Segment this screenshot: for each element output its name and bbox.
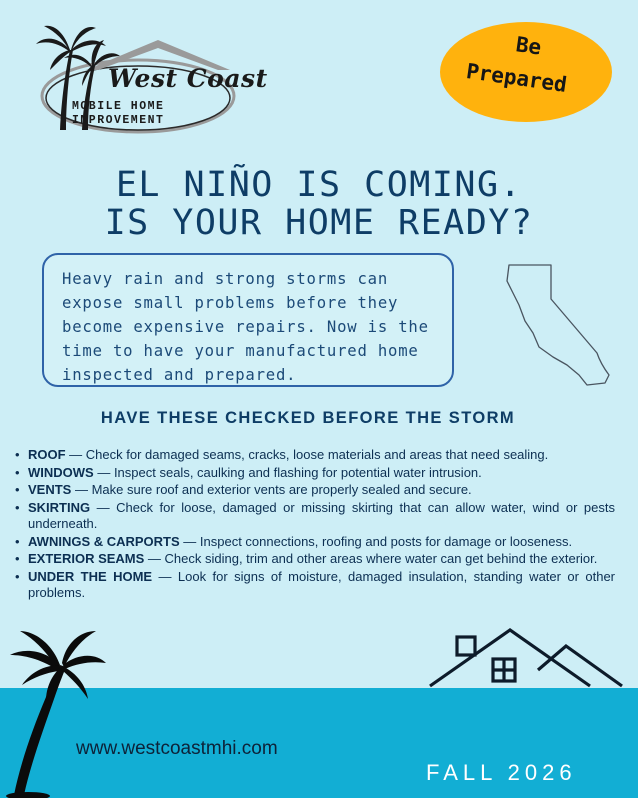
bullet: • [15, 447, 20, 462]
house-icon [428, 628, 624, 690]
bullet: • [15, 533, 20, 549]
checklist-item-text: — Inspect seals, caulking and flashing for potential water intrusion. [93, 464, 482, 480]
checklist-item-label: WINDOWS [28, 464, 94, 480]
intro-box [42, 253, 454, 387]
checklist-item-roof [12, 447, 615, 464]
checklist-item-label: AWNINGS & CARPORTS [28, 533, 180, 549]
website-link[interactable]: www.westcoastmhi.com [76, 738, 278, 759]
checklist-item-label: ROOF [28, 447, 66, 462]
checklist-title: HAVE THESE CHECKED BEFORE THE STORM [100, 409, 516, 427]
company-logo [30, 18, 268, 136]
bullet: • [15, 482, 20, 497]
checklist-item-text: — Make sure roof and exterior vents are properly sealed and secure. [71, 482, 472, 497]
checklist-item-label: EXTERIOR SEAMS [28, 551, 145, 566]
checklist-item-label: UNDER THE HOME [28, 568, 153, 584]
checklist-item-exterior-seams [12, 551, 615, 568]
checklist-item-label: VENTS [28, 482, 72, 497]
checklist-item-text: — Look for signs of moisture, damaged insulation, standing water or other problems. [28, 568, 616, 600]
be-prepared-badge [440, 22, 612, 122]
checklist-item-label: SKIRTING [28, 499, 91, 515]
checklist-item-text: — Check for loose, damaged or missing skirting that can allow water, wind or pests underneath. [28, 499, 615, 531]
intro-text: Heavy rain and strong storms can expose small problems before they become expensive repairs. Now is the time to have your manufactured home inspected and prepared. [62, 270, 429, 384]
season-label: FALL 2026 [426, 760, 577, 785]
palm-tree-icon [0, 625, 110, 798]
checklist-item-under-home [12, 569, 615, 602]
bullet: • [15, 499, 20, 515]
checklist-item-text: — Check siding, trim and other areas where water can get behind the exterior. [144, 551, 598, 566]
badge-line-2: Prepared [464, 59, 569, 97]
checklist-item-vents [12, 482, 615, 499]
logo-tagline-1: MOBILE HOME [72, 100, 165, 113]
badge-line-1: Be [514, 32, 543, 60]
checklist-item-text: — Check for damaged seams, cracks, loose materials and areas that need sealing. [65, 447, 549, 462]
logo-brand-name: West Coast [108, 64, 268, 93]
checklist-item-awnings-carports [12, 534, 615, 551]
checklist-item-text: — Inspect connections, roofing and posts for damage or looseness. [179, 533, 573, 549]
checklist-item-skirting [12, 500, 615, 533]
headline-line-2: IS YOUR HOME READY? [104, 203, 534, 243]
checklist [12, 447, 615, 603]
bullet: • [15, 464, 20, 480]
bullet: • [15, 551, 20, 566]
california-map-icon [503, 263, 615, 388]
checklist-item-windows [12, 465, 615, 482]
headline-line-1: EL NIÑO IS COMING. [115, 165, 523, 205]
bullet: • [15, 568, 20, 584]
logo-tagline-2: IMPROVEMENT [72, 114, 165, 127]
